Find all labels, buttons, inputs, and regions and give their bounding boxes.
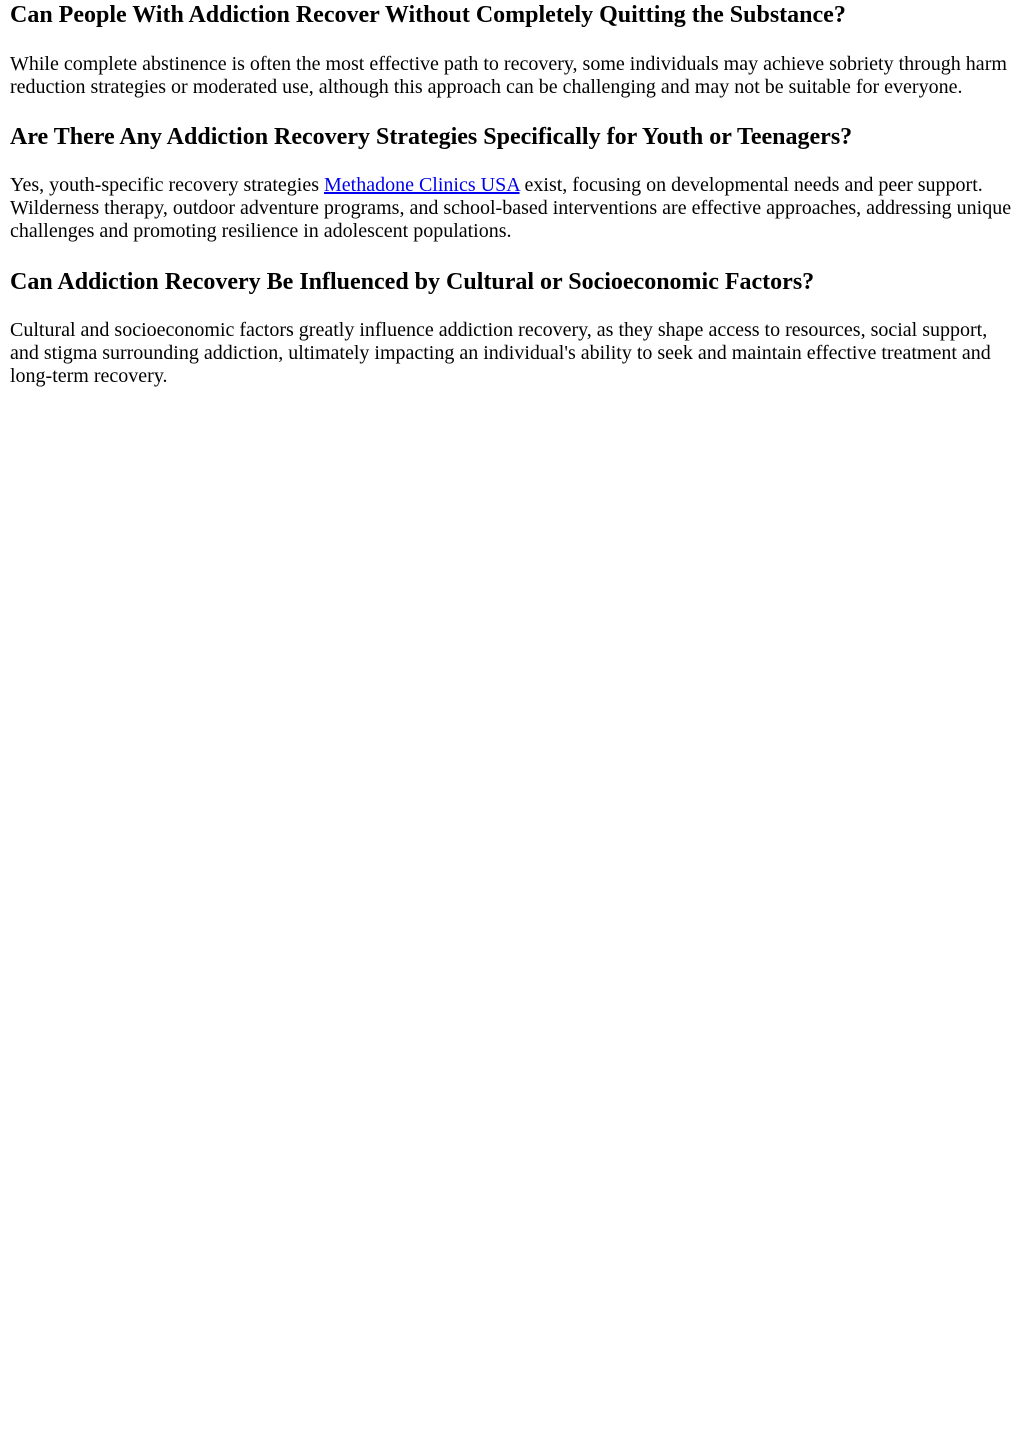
article [0,0,1024,388]
answer-text-after-link: exist, focusing on developmental needs and peer support. Wilderness therapy, outdoor adventure programs, and school-based interventions are effective approaches, addressing unique challenges and promoting resilience in adolescent populations. [10,174,1012,242]
faq-answer-cultural-factors: Cultural and socioeconomic factors greatly influence addiction recovery, as they shape access to resources, social support, and stigma surrounding addiction, ultimately impacting an individual's ability to seek and maintain effective treatment and long-term recovery. [10,319,991,387]
answer-text-before-link: Yes, youth-specific recovery strategies [10,174,324,196]
faq-answer-recover-without-quitting: While complete abstinence is often the most effective path to recovery, some individuals may achieve sobriety through harm reduction strategies or moderated use, although this approach can be challenging and may not be suitable for everyone. [10,53,1007,98]
faq-heading-youth-strategies: Are There Any Addiction Recovery Strategies Specifically for Youth or Teenagers? [10,124,853,150]
faq-heading-cultural-factors: Can Addiction Recovery Be Influenced by Cultural or Socioeconomic Factors? [10,269,815,295]
faq-heading-recover-without-quitting: Can People With Addiction Recover Without Completely Quitting the Substance? [10,2,846,28]
faq-answer-youth-strategies [10,174,1013,243]
methadone-clinics-link[interactable]: Methadone Clinics USA [323,174,520,196]
